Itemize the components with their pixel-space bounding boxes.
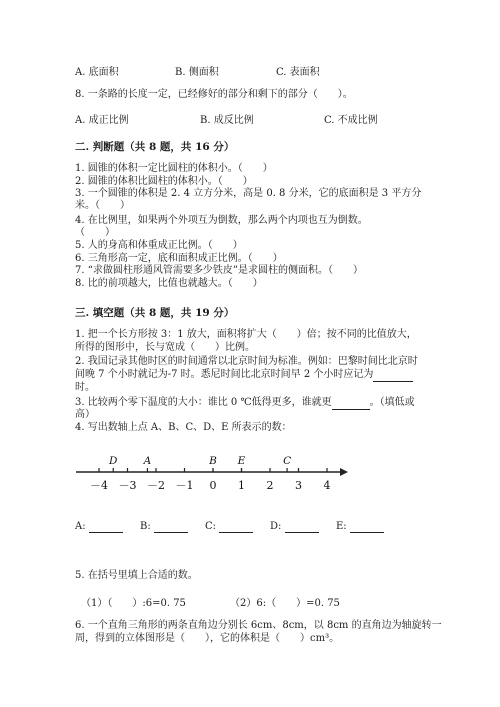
fill-q2-line2: 间晚 7 个小时就记为-7 时。悉尼时间比北京时间早 2 个小时应记为 [75, 368, 413, 382]
fill-q6-line1: 6. 一个直角三角形的两条直角边分别长 6cm、8cm，以 8cm 的直角边为轴旋转一 [75, 620, 442, 631]
q8-option-b[interactable]: B. 成反比例 [200, 115, 254, 126]
number-line-point-label: D [109, 455, 118, 467]
section-3-title: 三. 填空题（共 8 题，共 19 分） [75, 307, 235, 319]
judge-item-5: 5. 人的身高和体重成正比例。（ ） [75, 240, 243, 251]
question-8-text: 8. 一条路的长度一定，已经修好的部分和剩下的部分（ ）。 [75, 89, 353, 100]
number-line-tick-label: 0 [209, 479, 217, 492]
judge-item-8: 8. 比的前项越大，比值也就越大。（ ） [75, 278, 263, 289]
answer-blank[interactable] [332, 396, 370, 410]
fill-q6-line2: 周，得到的立体图形是（ ），它的体积是（ ）cm³。 [75, 633, 340, 644]
answer-c[interactable]: C: [205, 521, 253, 533]
number-line-point-label: C [283, 455, 292, 467]
number-line-tick-label: 4 [323, 479, 331, 492]
number-line [70, 448, 350, 498]
answer-e[interactable]: E: [336, 521, 384, 533]
judge-item-1: 1. 圆锥的体积一定比圆柱的体积小。（ ） [75, 163, 273, 174]
fill-q3-line1: 3. 比较两个零下温度的大小：谁比 0 ℃低得更多，谁就更 。（填低或 [75, 397, 415, 408]
fill-q1-line1: 1. 把一个长方形按 3：1 放大，面积将扩大（ ）倍；按不同的比值放大， [75, 329, 417, 340]
number-line-point-label: B [209, 455, 217, 467]
number-line-tick-label: －3 [118, 479, 137, 492]
answer-d[interactable]: D: [270, 521, 319, 533]
q8-option-a[interactable]: A. 成正比例 [75, 115, 129, 126]
option-c-surface-area[interactable]: C. 表面积 [276, 67, 320, 78]
judge-item-3: 3. 一个圆锥的体积是 2. 4 立方分米，高是 0. 8 分米，它的底面积是 3 平方分 [75, 188, 422, 199]
number-line-arrow-icon [340, 468, 348, 476]
answer-a[interactable]: A: [75, 521, 123, 533]
judge-item-3-cont: 米。（ ） [75, 200, 130, 211]
option-a-base-area[interactable]: A. 底面积 [75, 67, 119, 78]
number-line-tick-label: 2 [266, 479, 274, 492]
fill-q3-line2: 高） [75, 409, 95, 420]
judge-item-4: 4. 在比例里，如果两个外项互为倒数，那么两个内项也互为倒数。 [75, 215, 368, 226]
section-2-title: 二. 判断题（共 8 题，共 16 分） [75, 141, 235, 153]
fill-q5-item1[interactable]: （1）（ ）:6=0. 75 [81, 598, 186, 609]
fill-q4-text: 4. 写出数轴上点 A、B、C、D、E 所表示的数： [75, 422, 292, 433]
answer-b[interactable]: B: [140, 521, 188, 533]
q8-option-c[interactable]: C. 不成比例 [324, 115, 378, 126]
fill-q2-line3: 时。 [75, 382, 95, 393]
answer-blank[interactable] [373, 368, 413, 382]
number-line-point-label: A [143, 455, 152, 467]
number-line-tick-label: 3 [295, 479, 302, 492]
number-line-tick-label: －4 [90, 479, 108, 492]
judge-item-7: 7. “求做圆柱形通风管需要多少铁皮”是求圆柱的侧面积。（ ） [75, 265, 363, 276]
number-line-tick-label: －1 [175, 479, 194, 492]
number-line-tick-label: 1 [238, 479, 245, 492]
judge-item-4-cont: （ ） [75, 227, 115, 238]
fill-q2-line1: 2. 我国记录其他时区的时间通常以北京时间为标准。例如：巴黎时间比北京时 [75, 356, 418, 367]
fill-q5-text: 5. 在括号里填上合适的数。 [75, 570, 198, 581]
judge-item-6: 6. 三角形高一定，底和面积成正比例。（ ） [75, 253, 283, 264]
number-line-point-label: E [237, 455, 246, 467]
fill-q5-item2[interactable]: （2）6:（ ）=0. 75 [230, 598, 340, 609]
fill-q1-line2: 所得的图形中，长与宽成（ ）比例。 [75, 342, 255, 353]
number-line-tick-label: －2 [147, 479, 165, 492]
option-b-lateral-area[interactable]: B. 侧面积 [175, 67, 219, 78]
judge-item-2: 2. 圆锥的体积比圆柱的体积小。（ ） [75, 176, 253, 187]
